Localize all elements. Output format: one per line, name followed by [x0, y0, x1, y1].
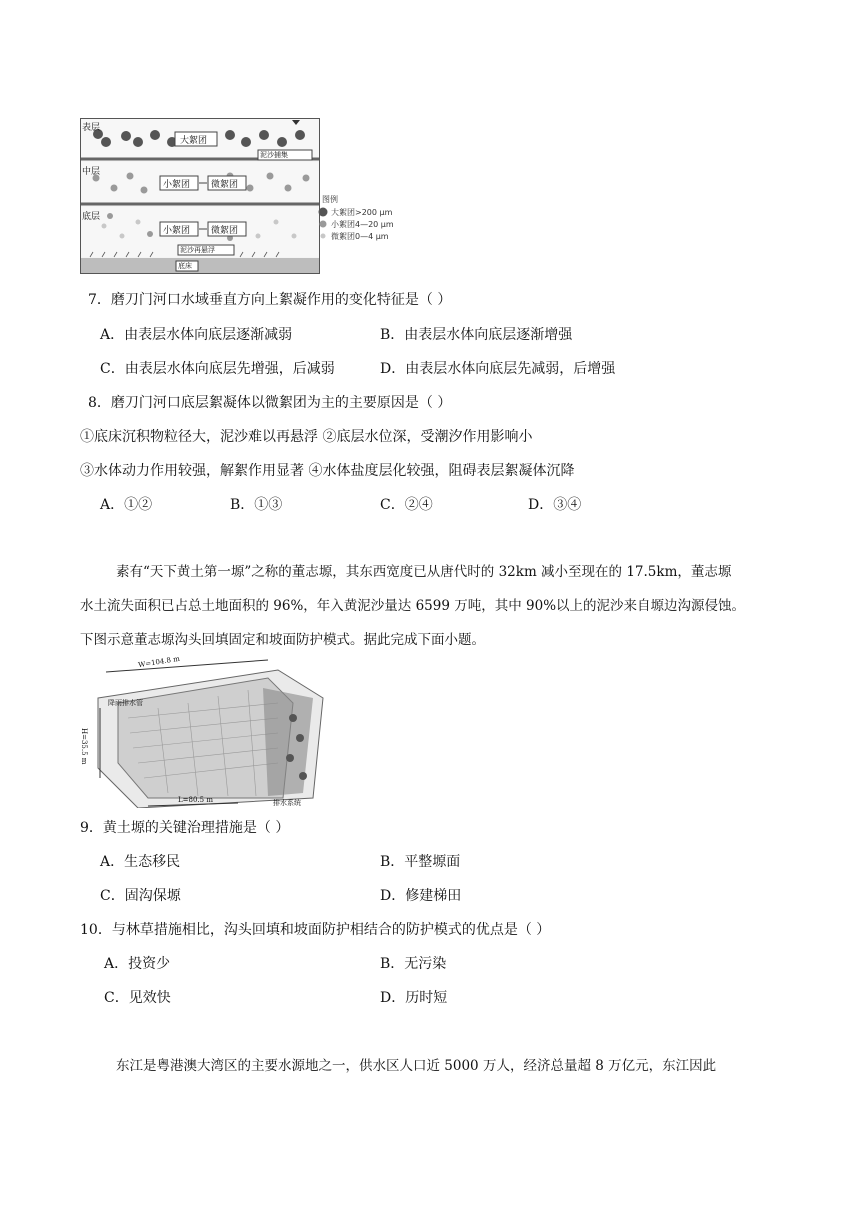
micro-floc-box-mid: 微絮团 — [211, 180, 239, 190]
q10-option-b[interactable]: B．无污染 — [380, 956, 447, 972]
q8-statements-1-2: ①底床沉积物粒径大，泥沙难以再悬浮 ②底层水位深，受潮汐作用影响小 — [80, 429, 533, 445]
bed-label: 底床 — [178, 262, 192, 270]
large-floc-box: 大絮团 — [180, 136, 208, 146]
mud-gather-label: 泥沙捕集 — [260, 151, 288, 159]
passage1-line2: 水土流失面积已占总土地面积的 96%，年入黄泥沙量达 6599 万吨，其中 90%以上的泥沙来自塬边沟源侵蚀。 — [80, 598, 746, 614]
q8-option-a[interactable]: A．①② — [100, 497, 153, 513]
q9-option-b[interactable]: B．平整塬面 — [380, 854, 461, 870]
gully-backfill-figure — [78, 654, 328, 808]
height-label: H=35.5 m — [80, 728, 88, 765]
micro-floc-box-bottom: 微絮团 — [211, 226, 239, 236]
drain-label: 排水系统 — [273, 799, 301, 807]
q7-option-b[interactable]: B．由表层水体向底层逐渐增强 — [380, 327, 573, 343]
pipe-label: 降雨排水管 — [108, 699, 143, 707]
legend-large — [318, 206, 428, 218]
passage1-line1: 素有“天下黄土第一塬”之称的董志塬，其东西宽度已从唐代时的 32km 减小至现在的 17.5km，董志塬 — [116, 564, 732, 580]
q7-option-d[interactable]: D．由表层水体向底层先减弱，后增强 — [380, 361, 616, 377]
q9-option-a[interactable]: A．生态移民 — [100, 854, 181, 870]
gully-backfill-diagram — [78, 658, 328, 808]
q10-option-a[interactable]: A．投资少 — [104, 956, 171, 972]
legend-large-text: 大絮团>200 μm — [331, 207, 393, 217]
small-floc-box-bottom: 小絮团 — [163, 226, 191, 236]
q8-stem: 8．磨刀门河口底层絮凝体以微絮团为主的主要原因是（ ） — [88, 395, 452, 411]
layer-middle-label: 中层 — [82, 167, 101, 177]
q8-option-c[interactable]: C．②④ — [380, 497, 433, 513]
legend-micro — [318, 230, 428, 242]
q8-option-d[interactable]: D．③④ — [528, 497, 582, 513]
passage1-line3: 下图示意董志塬沟头回填固定和坡面防护模式。据此完成下面小题。 — [80, 632, 485, 648]
small-floc-box-mid: 小絮团 — [163, 180, 191, 190]
q8-statements-3-4: ③水体动力作用较强，解絮作用显著 ④水体盐度层化较强，阻碍表层絮凝体沉降 — [80, 463, 575, 479]
resuspend-label: 泥沙再悬浮 — [180, 246, 215, 254]
q10-option-c[interactable]: C．见效快 — [104, 990, 171, 1006]
q7-stem: 7．磨刀门河口水域垂直方向上絮凝作用的变化特征是（ ） — [88, 292, 452, 308]
q9-option-d[interactable]: D．修建梯田 — [380, 888, 462, 904]
length-label: L=80.5 m — [178, 796, 213, 804]
large-floc-icon — [318, 207, 328, 217]
legend-micro-text: 微絮团0—4 μm — [331, 231, 389, 241]
layer-bottom-label: 底层 — [82, 212, 101, 222]
q9-stem: 9．黄土塬的关键治理措施是（ ） — [80, 820, 290, 836]
legend-small — [318, 218, 428, 230]
small-floc-icon — [318, 219, 328, 229]
micro-floc-icon — [318, 231, 328, 241]
q10-stem: 10．与林草措施相比，沟头回填和坡面防护相结合的防护模式的优点是（ ） — [80, 922, 551, 938]
q8-option-b[interactable]: B．①③ — [230, 497, 283, 513]
passage2-line1: 东江是粤港澳大湾区的主要水源地之一，供水区人口近 5000 万人，经济总量超 8 万亿元，东江因此 — [116, 1058, 717, 1074]
q7-option-c[interactable]: C．由表层水体向底层先增强，后减弱 — [100, 361, 335, 377]
legend-small-text: 小絮团4—20 μm — [331, 219, 394, 229]
layer-surface-label: 表层 — [82, 123, 101, 133]
flocculation-legend — [318, 194, 428, 254]
q10-option-d[interactable]: D．历时短 — [380, 990, 448, 1006]
q9-option-c[interactable]: C．固沟保塬 — [100, 888, 181, 904]
flocculation-figure — [80, 118, 320, 274]
width-label: W=104.8 m — [137, 654, 181, 670]
q7-option-a[interactable]: A．由表层水体向底层逐渐减弱 — [100, 327, 293, 343]
legend-title: 图例 — [322, 195, 338, 204]
